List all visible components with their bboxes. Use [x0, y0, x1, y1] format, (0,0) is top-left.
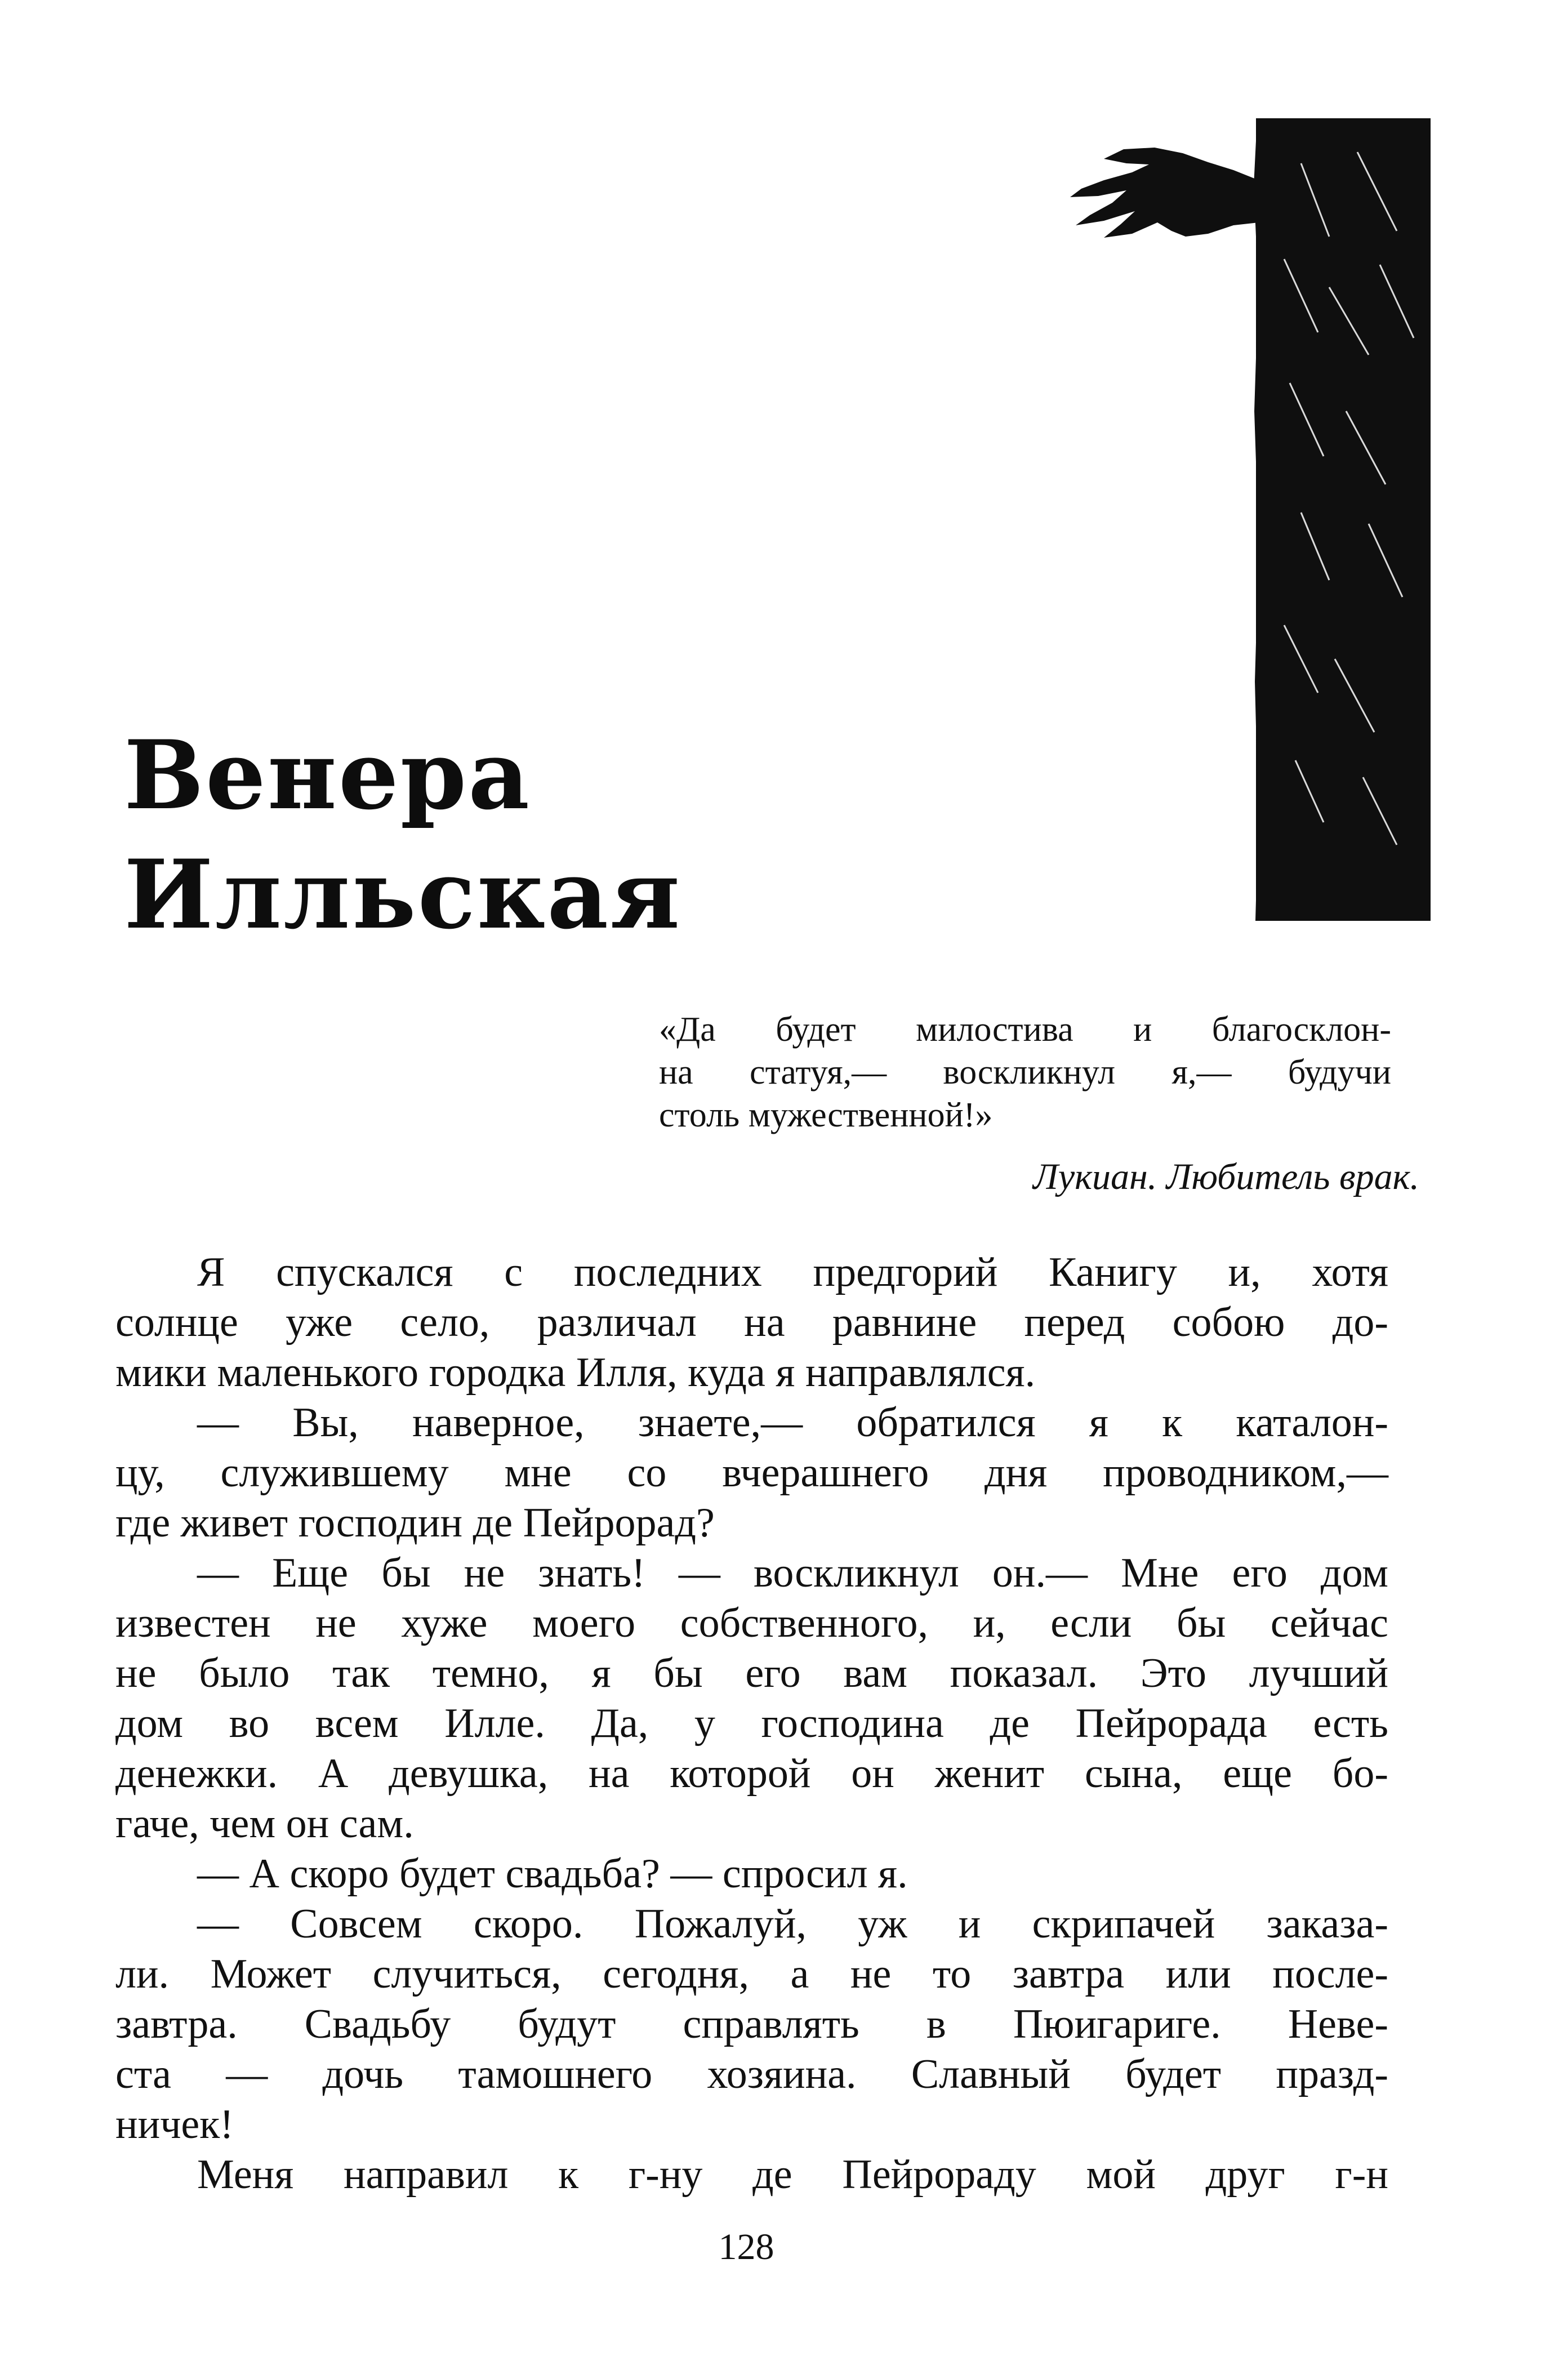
text-line: завтра. Свадьбу будут справлять в Пюигариге. Неве- [115, 2001, 1388, 2047]
epigraph-attribution: Лукиан. Любитель врак. [1033, 1156, 1419, 1197]
text-line: не было так темно, я бы его вам показал. Это лучший [115, 1650, 1388, 1696]
hand-emerging-from-black-pillar-icon [1064, 118, 1442, 929]
story-text [115, 1248, 1388, 2200]
text-line: — Вы, наверное, знаете,— обратился я к каталон- [197, 1400, 1388, 1446]
text-line: — Совсем скоро. Пожалуй, уж и скрипачей заказа- [197, 1901, 1388, 1947]
text-line: денежки. А девушка, на которой он женит сына, еще бо- [115, 1750, 1388, 1797]
epigraph-line: «Да будет милостива и благосклон- [659, 1010, 1391, 1049]
text-line: ли. Может случиться, сегодня, а не то завтра или после- [115, 1951, 1388, 1997]
text-line: гаче, чем он сам. [115, 1801, 414, 1847]
text-line: Я спускался с последних предгорий Канигу и, хотя [197, 1249, 1388, 1295]
epigraph-line: столь мужественной!» [659, 1096, 993, 1134]
page-number: 128 [718, 2226, 774, 2267]
story-title [124, 715, 687, 954]
text-line: ничек! [115, 2101, 234, 2148]
epigraph-line: на статуя,— воскликнул я,— будучи [659, 1053, 1391, 1092]
text-line: где живет господин де Пейрорад? [115, 1500, 715, 1546]
text-line: — Еще бы не знать! — воскликнул он.— Мне его дом [197, 1550, 1388, 1596]
epigraph [659, 1008, 1391, 1137]
text-line: ста — дочь тамошнего хозяина. Славный будет празд- [115, 2051, 1388, 2097]
text-line: солнце уже село, различал на равнине перед собою до- [115, 1299, 1388, 1346]
text-line: Меня направил к г-ну де Пейрораду мой друг г-н [197, 2151, 1388, 2198]
text-line: мики маленького городка Илля, куда я направлялся. [115, 1349, 1036, 1396]
story-title-line-1: Венера [124, 719, 532, 831]
story-title-line-2: Илльская [124, 839, 682, 950]
text-line: дом во всем Илле. Да, у господина де Пейрорада есть [115, 1700, 1388, 1747]
text-line: — А скоро будет свадьба? — спросил я. [197, 1851, 908, 1897]
text-line: цу, служившему мне со вчерашнего дня проводником,— [115, 1450, 1388, 1496]
text-line: известен не хуже моего собственного, и, если бы сейчас [115, 1600, 1388, 1646]
